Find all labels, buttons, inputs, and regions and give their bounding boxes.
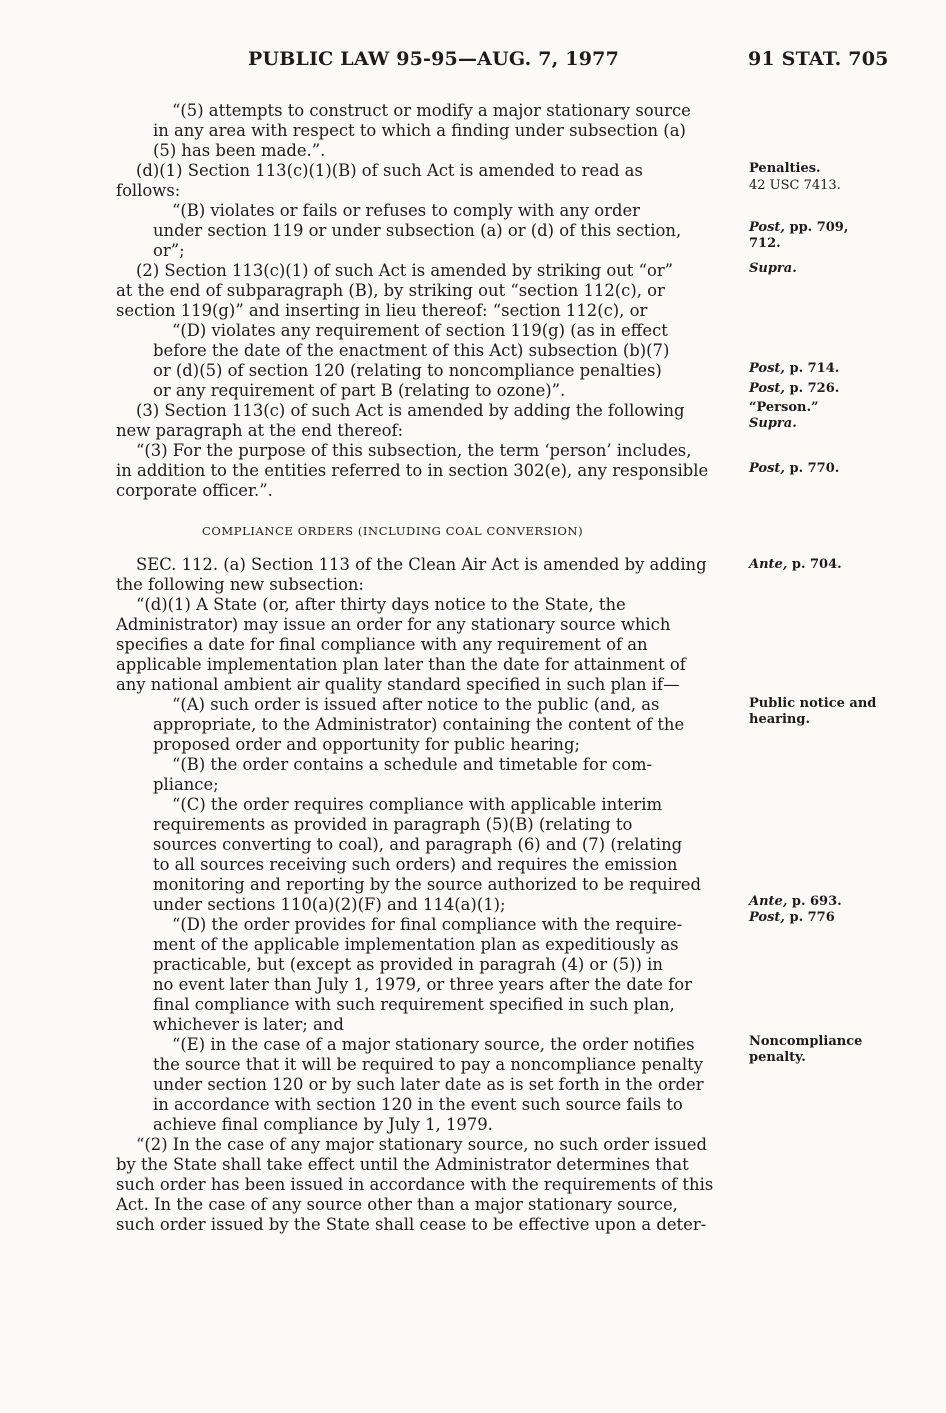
text-line: under sections 110(a)(2)(F) and 114(a)(1); xyxy=(153,895,506,914)
margin-note-text: p. 770. xyxy=(784,461,840,476)
text-line: SEC. 112. (a) Section 113 of the Clean Air Act is amended by adding xyxy=(136,555,707,574)
margin-note-text: Noncompliance xyxy=(749,1034,863,1049)
margin-note-text: p. 776 xyxy=(784,910,835,925)
text-line: pliance; xyxy=(153,775,219,794)
margin-note xyxy=(749,161,821,177)
text-line: such order issued by the State shall cease to be effective upon a deter- xyxy=(116,1215,707,1234)
text-line: or any requirement of part B (relating to ozone)”. xyxy=(153,381,566,400)
text-line: final compliance with such requirement specified in such plan, xyxy=(153,995,675,1014)
text-line: the source that it will be required to pay a noncompliance penalty xyxy=(153,1055,703,1074)
margin-note xyxy=(749,712,810,728)
text-line: “(D) the order provides for final compliance with the require- xyxy=(172,915,683,934)
text-line: section 119(g)” and inserting in lieu thereof: “section 112(c), or xyxy=(116,301,648,320)
text-line: appropriate, to the Administrator) containing the content of the xyxy=(153,715,685,734)
margin-note xyxy=(749,461,839,477)
section-heading: COMPLIANCE ORDERS (INCLUDING COAL CONVERSION) xyxy=(202,524,584,538)
text-line: “(2) In the case of any major stationary source, no such order issued xyxy=(136,1135,707,1154)
margin-note-text: Post, xyxy=(749,461,785,476)
margin-note-text: Ante, xyxy=(749,894,788,909)
margin-note xyxy=(749,696,876,712)
text-line: new paragraph at the end thereof: xyxy=(116,421,404,440)
text-line: under section 120 or by such later date as is set forth in the order xyxy=(153,1075,704,1094)
margin-note-text: penalty. xyxy=(749,1050,806,1065)
text-line: “(D) violates any requirement of section 119(g) (as in effect xyxy=(172,321,668,340)
text-line: (2) Section 113(c)(1) of such Act is amended by striking out “or” xyxy=(136,261,674,280)
text-line: follows: xyxy=(116,181,181,200)
margin-note-text: Post, xyxy=(749,381,785,396)
text-line: in accordance with section 120 in the event such source fails to xyxy=(153,1095,683,1114)
margin-note xyxy=(749,400,818,416)
margin-note-text: Post, xyxy=(749,220,785,235)
text-line: (d)(1) Section 113(c)(1)(B) of such Act is amended to read as xyxy=(136,161,643,180)
text-line: achieve final compliance by July 1, 1979. xyxy=(153,1115,493,1134)
text-line: practicable, but (except as provided in paragrah (4) or (5)) in xyxy=(153,955,663,974)
text-line: “(B) violates or fails or refuses to comply with any order xyxy=(172,201,640,220)
text-line: proposed order and opportunity for public hearing; xyxy=(153,735,580,754)
margin-note-text: p. 726. xyxy=(784,381,840,396)
text-line: “(3) For the purpose of this subsection, the term ‘person’ includes, xyxy=(136,441,692,460)
margin-note-text: Post, xyxy=(749,361,785,376)
margin-note xyxy=(749,361,839,377)
text-line: at the end of subparagraph (B), by striking out “section 112(c), or xyxy=(116,281,665,300)
margin-note-text: 42 USC 7413. xyxy=(749,178,841,193)
text-line: monitoring and reporting by the source authorized to be required xyxy=(153,875,701,894)
text-line: by the State shall take effect until the Administrator determines that xyxy=(116,1155,689,1174)
margin-note-text: Supra. xyxy=(749,261,797,276)
text-line: or (d)(5) of section 120 (relating to noncompliance penalties) xyxy=(153,361,662,380)
margin-note xyxy=(749,261,797,277)
text-line: (3) Section 113(c) of such Act is amended by adding the following xyxy=(136,401,685,420)
text-line: “(A) such order is issued after notice to the public (and, as xyxy=(172,695,660,714)
margin-note xyxy=(749,220,848,236)
text-line: “(d)(1) A State (or, after thirty days notice to the State, the xyxy=(136,595,626,614)
margin-note xyxy=(749,381,839,397)
text-line: or”; xyxy=(153,241,185,260)
margin-note-text: p. 704. xyxy=(787,557,842,572)
text-line: ment of the applicable implementation plan as expeditiously as xyxy=(153,935,679,954)
margin-note-text: “Person.” xyxy=(749,400,819,415)
text-line: “(B) the order contains a schedule and timetable for com- xyxy=(172,755,653,774)
text-line: (5) has been made.”. xyxy=(153,141,326,160)
page-header-title: PUBLIC LAW 95-95—AUG. 7, 1977 xyxy=(248,48,619,70)
margin-note xyxy=(749,416,797,432)
text-line: under section 119 or under subsection (a) or (d) of this section, xyxy=(153,221,682,240)
margin-note xyxy=(749,1050,806,1066)
margin-note-text: p. 693. xyxy=(787,894,842,909)
text-line: whichever is later; and xyxy=(153,1015,344,1034)
text-line: Administrator) may issue an order for any stationary source which xyxy=(116,615,671,634)
margin-note xyxy=(749,910,835,926)
text-line: no event later than July 1, 1979, or three years after the date for xyxy=(153,975,692,994)
text-line: sources converting to coal), and paragraph (6) and (7) (relating xyxy=(153,835,683,854)
margin-note-text: pp. 709, xyxy=(784,220,849,235)
text-line: “(5) attempts to construct or modify a major stationary source xyxy=(172,101,691,120)
margin-note xyxy=(749,1034,862,1050)
text-line: corporate officer.”. xyxy=(116,481,273,500)
margin-note-text: Public notice and xyxy=(749,696,877,711)
text-line: to all sources receiving such orders) and requires the emission xyxy=(153,855,678,874)
text-line: in addition to the entities referred to in section 302(e), any responsible xyxy=(116,461,709,480)
text-line: the following new subsection: xyxy=(116,575,364,594)
margin-note-text: p. 714. xyxy=(784,361,840,376)
text-line: such order has been issued in accordance with the requirements of this xyxy=(116,1175,714,1194)
margin-note xyxy=(749,236,781,252)
text-line: requirements as provided in paragraph (5)(B) (relating to xyxy=(153,815,633,834)
margin-note xyxy=(749,178,841,194)
page-header-stat: 91 STAT. 705 xyxy=(748,48,889,70)
text-line: applicable implementation plan later than the date for attainment of xyxy=(116,655,686,674)
margin-note xyxy=(749,557,842,573)
text-line: before the date of the enactment of this Act) subsection (b)(7) xyxy=(153,341,670,360)
margin-note-text: hearing. xyxy=(749,712,811,727)
text-line: in any area with respect to which a finding under subsection (a) xyxy=(153,121,686,140)
margin-note xyxy=(749,894,842,910)
margin-note-text: Penalties. xyxy=(749,161,821,176)
margin-note-text: Post, xyxy=(749,910,785,925)
text-line: “(C) the order requires compliance with applicable interim xyxy=(172,795,663,814)
margin-note-text: Supra. xyxy=(749,416,797,431)
text-line: specifies a date for final compliance with any requirement of an xyxy=(116,635,648,654)
text-line: “(E) in the case of a major stationary source, the order notifies xyxy=(172,1035,695,1054)
margin-note-text: Ante, xyxy=(749,557,788,572)
margin-note-text: 712. xyxy=(749,236,781,251)
text-line: Act. In the case of any source other than a major stationary source, xyxy=(116,1195,678,1214)
text-line: any national ambient air quality standard specified in such plan if— xyxy=(116,675,680,694)
